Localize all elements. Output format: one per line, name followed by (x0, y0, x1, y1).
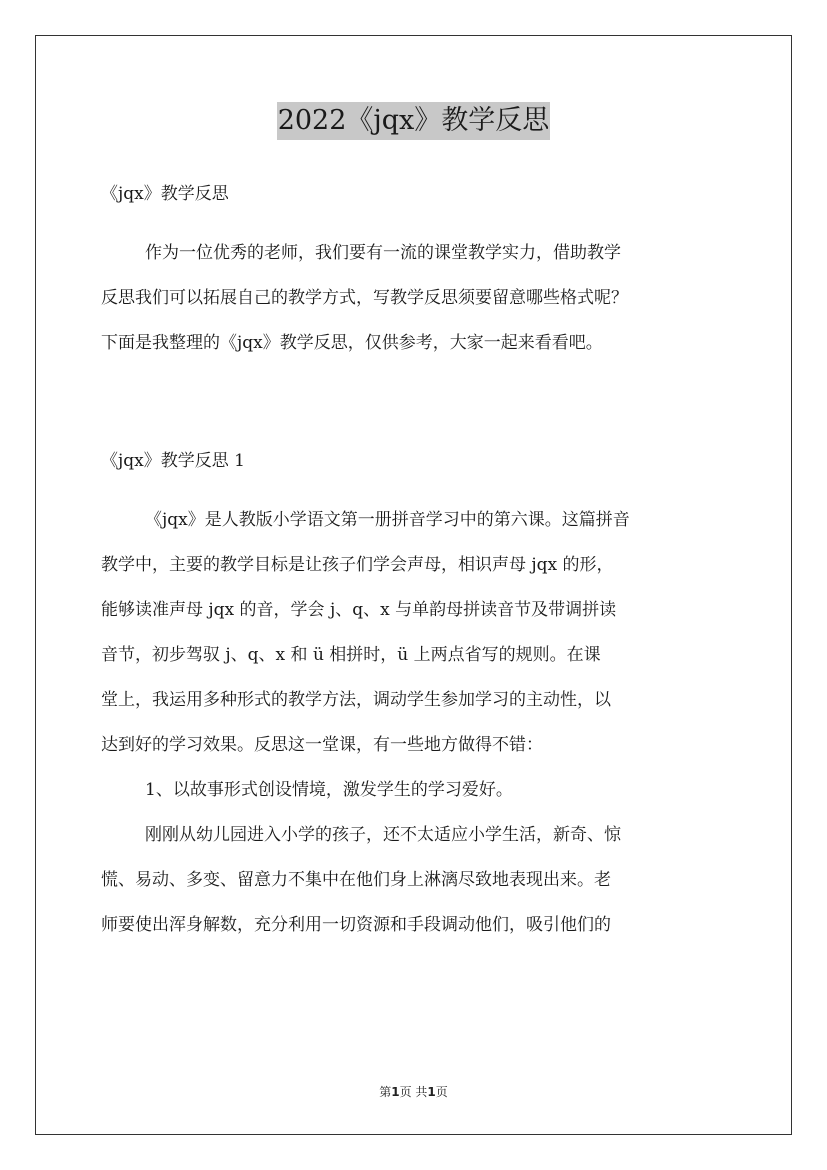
section-line: 能够读准声母 jqx 的音，学会 j、q、x 与单韵母拼读音节及带调拼读 (101, 600, 617, 620)
intro-line: 反思我们可以拓展自己的教学方式，写教学反思须要留意哪些格式呢？ (101, 288, 628, 308)
document-subtitle: 《jqx》教学反思 (101, 184, 229, 204)
point-line: 慌、易动、多变、留意力不集中在他们身上淋漓尽致地表现出来。老 (101, 870, 611, 890)
section-line: 达到好的学习效果。反思这一堂课，有一些地方做得不错： (101, 735, 543, 755)
intro-line: 作为一位优秀的老师，我们要有一流的课堂教学实力，借助教学 (145, 243, 621, 263)
section-line: 堂上，我运用多种形式的教学方法，调动学生参加学习的主动性，以 (101, 690, 611, 710)
page-total-number: 1 (427, 1085, 436, 1099)
page-mid: 页 共 (399, 1085, 428, 1099)
section-line: 《jqx》是人教版小学语文第一册拼音学习中的第六课。这篇拼音 (145, 510, 630, 530)
page-suffix: 页 (435, 1085, 448, 1099)
page-current-number: 1 (391, 1085, 400, 1099)
document-title: 2022《jqx》教学反思 (277, 102, 551, 140)
section-heading: 《jqx》教学反思 1 (101, 451, 245, 471)
section-line: 教学中，主要的教学目标是让孩子们学会声母，相识声母 jqx 的形， (101, 555, 614, 575)
title-container (0, 102, 827, 140)
document-body (101, 172, 731, 948)
spacer (101, 366, 731, 439)
intro-line: 下面是我整理的《jqx》教学反思，仅供参考，大家一起来看看吧。 (101, 333, 603, 353)
spacer (101, 484, 731, 498)
page-prefix: 第 (379, 1085, 392, 1099)
spacer (101, 217, 731, 231)
point-line: 师要使出浑身解数，充分利用一切资源和手段调动他们，吸引他们的 (101, 915, 611, 935)
section-line: 音节，初步驾驭 j、q、x 和 ü 相拼时，ü 上两点省写的规则。在课 (101, 645, 601, 665)
page-footer (0, 1084, 827, 1100)
point-line: 刚刚从幼儿园进入小学的孩子，还不太适应小学生活，新奇、惊 (145, 825, 621, 845)
point-heading: 1、以故事形式创设情境，激发学生的学习爱好。 (145, 780, 513, 800)
